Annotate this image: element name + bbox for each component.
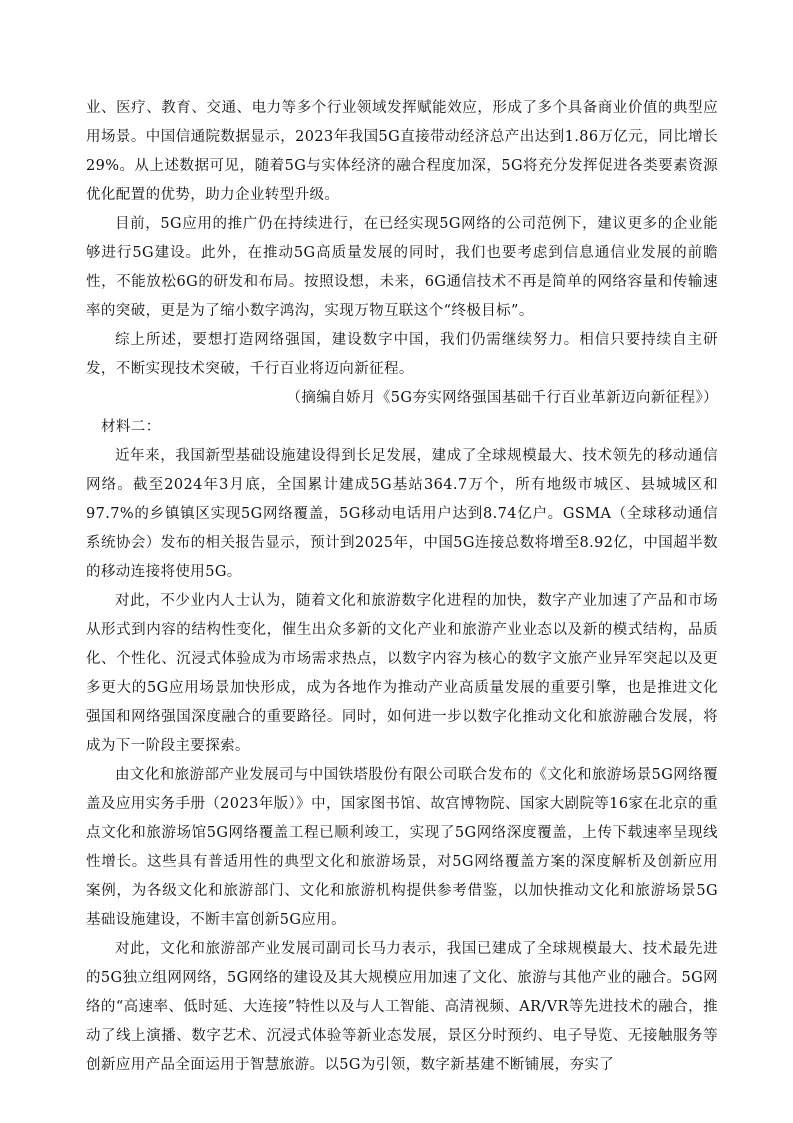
paragraph-official-statement: 对此，文化和旅游部产业发展司副司长马力表示，我国已建成了全球规模最大、技术最先进的5G独立组网网络，5G网络的建设及其大规模应用加速了文化、旅游与其他产业的融合。5G网络的“高速率、低时延、大连接”特性以及与人工智能、高清视频、AR/VR等先进技术的融合，推动了线上演播、数字艺术、沉浸式体验等新业态发展，景区分时预约、电子导览、无接触服务等创新应用产品全面运用于智慧旅游。以5G为引领，数字新基建不断铺展，夯实了 — [86, 941, 718, 1073]
paragraph-handbook: 由文化和旅游部产业发展司与中国铁塔股份有限公司联合发布的《文化和旅游场景5G网络覆盖及应用实务手册（2023年版）》中，国家图书馆、故宫博物院、国家大剧院等16家在北京的重点文化和旅游场馆5G网络覆盖工程已顺利竣工，实现了5G网络深度覆盖，上传下载速率呈现线性增长。这些具有普适用性的典型文化和旅游场景，对5G网络覆盖方案的深度解析及创新应用案例，为各级文化和旅游部门、文化和旅游机构提供参考借鉴，以加快推动文化和旅游场景5G基础设施建设，不断丰富创新5G应用。 — [86, 767, 718, 928]
paragraph-industry-view: 对此，不少业内人士认为，随着文化和旅游数字化进程的加快，数字产业加速了产品和市场从形式到内容的结构性变化，催生出众多新的文化产业和旅游产业业态以及新的模式结构，品质化、个性化、沉浸式体验成为市场需求热点，以数字内容为核心的数字文旅产业异军突起以及更多更大的5G应用场景加快形成，成为各地作为推动产业高质量发展的重要引擎，也是推进文化强国和网络强国深度融合的重要路径。同时，如何进一步以数字化推动文化和旅游融合发展，将成为下一阶段主要探索。 — [86, 593, 718, 754]
paragraph-5g-promotion: 目前，5G应用的推广仍在持续进行，在已经实现5G网络的公司范例下，建议更多的企业能够进行5G建设。此外，在推动5G高质量发展的同时，我们也要考虑到信息通信业发展的前瞻性，不能放松6G的研发和布局。按照设想，未来，6G通信技术不再是简单的网络容量和传输速率的突破，更是为了缩小数字鸿沟，实现万物互联这个“终极目标”。 — [86, 216, 718, 319]
source-citation: （摘编自娇月《5G夯实网络强国基础千行百业革新迈向新征程》） — [286, 390, 718, 406]
paragraph-industry-applications: 业、医疗、教育、交通、电力等多个行业领域发挥赋能效应，形成了多个具备商业价值的典型应用场景。中国信通院数据显示，2023年我国5G直接带动经济总产出达到1.86万亿元，同比增长29%。从上述数据可见，随着5G与实体经济的融合程度加深，5G将充分发挥促进各类要素资源优化配置的优势，助力企业转型升级。 — [86, 100, 718, 203]
paragraph-summary: 综上所述，要想打造网络强国，建设数字中国，我们仍需继续努力。相信只要持续自主研发，不断实现技术突破，千行百业将迈向新征程。 — [86, 332, 718, 377]
document-body — [86, 94, 718, 1080]
paragraph-infrastructure: 近年来，我国新型基础设施建设得到长足发展，建成了全球规模最大、技术领先的移动通信网络。截至2024年3月底，全国累计建成5G基站364.7万个，所有地级市城区、县城城区和97.7%的乡镇镇区实现5G网络覆盖，5G移动电话用户达到8.74亿户。GSMA（全球移动通信系统协会）发布的相关报告显示，预计到2025年，中国5G连接总数将增至8.92亿，中国超半数的移动连接将使用5G。 — [86, 448, 718, 580]
material-two-label: 材料二： — [101, 419, 161, 435]
